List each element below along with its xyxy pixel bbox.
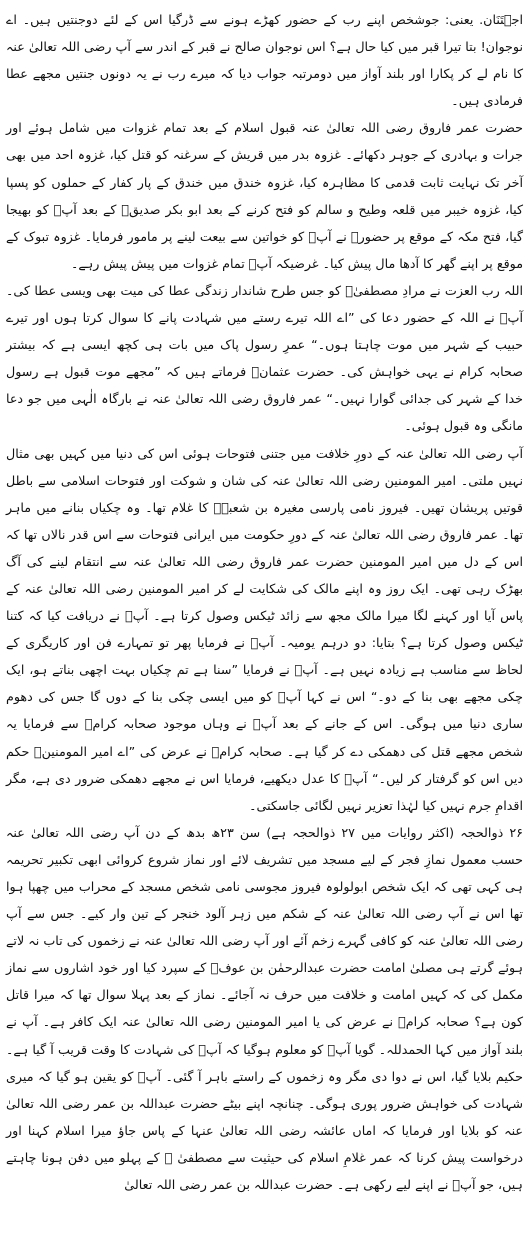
paragraph-battles: حضرت عمر فاروق رضی اللہ تعالیٰ عنہ قبول اسلام کے بعد تمام غزوات میں شامل ہوئے اور جرات و بہادری کے جوہر دکھائے۔ غزوہ بدر میں قریش کے سرغنہ کو قتل کیا، غزوہ احد میں بھی آخر تک نہایت ثابت قدمی کا مظاہرہ کیا، غزوہ خندق میں خندق کے پار کفار کے حملوں کو پسپا کیا، غزوہ خیبر میں قلعہ وطیح و سالم کو فتح کرنے کے بعد ابو بکر صدیقؓ کے بعد آپؓ کو بھیجا گیا، فتح مکہ کے موقع پر حضورﷺ نے آپؓ کو خواتین سے بیعت لینے پر مامور فرمایا۔ غزوہ تبوک کے موقع پر اپنے گھر کا آدھا مال پیش کیا۔ غرضیکہ آپؓ تمام غزوات میں پیش پیش رہے۔ bbox=[6, 120, 523, 271]
paragraph-grave-youth: اجۡتَنَان. یعنی: جوشخص اپنے رب کے حضور کھڑے ہونے سے ڈرگیا اس کے لئے دوجنتیں ہیں۔ اے نوجوان! بتا تیرا قبر میں کیا حال ہے؟ اس نوجوان صالح نے قبر کے اندر سے آپ رضی اللہ تعالیٰ عنہ کا نام لے کر پکارا اور بلند آواز میں دومرتبہ جواب دیا کہ میرے رب نے یہ دونوں جنتیں مجھے عطا فرمادی ہیں۔ bbox=[6, 12, 523, 109]
paragraph-conquests-and-threat: آپ رضی اللہ تعالیٰ عنہ کے دورِ خلافت میں جتنی فتوحات ہوئی اس کی دنیا میں کہیں بھی مثال نہیں ملتی۔ امیر المومنین رضی اللہ تعالیٰ عنہ کی شان و شوکت اور فتوحات اسلامی سے باطل قوتیں پریشان تھیں۔ فیروز نامی پارسی مغیرہ بن شعبہؓ کا غلام تھا۔ وہ چکیاں بنانے میں ماہر تھا۔ عمر فاروق رضی اللہ تعالیٰ عنہ کے دورِ حکومت میں ایرانی فتوحات سے اس قدر نالاں تھا کہ اس کے دل میں امیر المومنین حضرت عمر فاروق رضی اللہ تعالیٰ عنہ سے انتقام لینے کی آگ بھڑک رہی تھی۔ ایک روز وہ اپنے مالک کی شکایت لے کر امیر المومنین رضی اللہ تعالیٰ عنہ کے پاس آیا اور کہنے لگا میرا مالک مجھ سے زائد ٹیکس وصول کرتا ہے۔ آپؓ نے دریافت کیا کہ کتنا ٹیکس وصول کرتا ہے؟ بتایا: دو درہم یومیہ۔ آپؓ نے فرمایا پھر تو تمہارے فن اور کاریگری کے لحاظ سے مناسب ہے زیادہ نہیں ہے۔ آپؓ نے فرمایا ”سنا ہے تم چکیاں بہت اچھی بناتے ہو، ایک چکی مجھے بھی بنا کے دو۔“ اس نے کہا آپؓ کو میں ایسی چکی بنا کے دوں گا جس کی دھوم ساری دنیا میں ہوگی۔ اس کے جانے کے بعد آپؓ نے وہاں موجود صحابہ کرامؓ سے فرمایا یہ شخص مجھے قتل کی دھمکی دے کر گیا ہے۔ صحابہ کرامؓ نے عرض کی ”اے امیر المومنینؓ حکم دیں اس کو گرفتار کر لیں۔“ آپؓ کا عدل دیکھیے، فرمایا اس نے مجھے دھمکی ضرور دی ہے، مگر اقدامِ جرم نہیں کیا لہٰذا تعزیر نہیں لگائی جاسکتی۔ bbox=[6, 445, 523, 813]
paragraph-assassination: ۲۶ ذوالحجہ (اکثر روایات میں ۲۷ ذوالحجہ ہے) سن ۲۳ھ بدھ کے دن آپ رضی اللہ تعالیٰ عنہ حسب معمول نمازِ فجر کے لیے مسجد میں تشریف لائے اور نماز شروع کروائی ابھی تکبیر تحریمہ ہی کہی تھی کہ ایک شخص ابولولوہ فیروز مجوسی نامی شخص مسجد کے محراب میں چھپا ہوا تھا اس نے آپ رضی اللہ تعالیٰ عنہ کے شکم میں زہر آلود خنجر کے تین وار کیے۔ جس سے آپ رضی اللہ تعالیٰ عنہ کو کافی گہرے زخم آئے اور آپ رضی اللہ تعالیٰ عنہ نے زخموں کی تاب نہ لاتے ہوئے گرتے ہی مصلیٰ امامت حضرت عبدالرحمٰن بن عوفؓ کے سپرد کیا اور خود اشاروں سے نماز مکمل کی کہ کہیں امامت و خلافت میں حرف نہ آجائے۔ نماز کے بعد پہلا سوال تھا کہ میرا قاتل کون ہے؟ صحابہ کرامؓ نے عرض کی یا امیر المومنین رضی اللہ تعالیٰ عنہ ایک کافر ہے۔ آپ نے بلند آواز میں کہا الحمدللہ۔ گویا آپؓ کو معلوم ہوگیا کہ آپؓ کی شہادت کا وقت قریب آ گیا ہے۔ حکیم بلایا گیا، اس نے دوا دی مگر وہ زخموں کے راستے باہر آ گئی۔ آپؓ کو یقین ہو گیا کہ میری شہادت کی خواہش ضرور پوری ہوگی۔ چنانچہ اپنے بیٹے حضرت عبداللہ بن عمر رضی اللہ تعالیٰ عنہ کو بلایا اور فرمایا کہ اماں عائشہ رضی اللہ تعالیٰ عنہا کے پاس جاؤ میرا اسلام کہنا اور درخواست پیش کرنا کہ عمر غلامِ اسلام کی حیثیت سے مصطفیٰ ﷺ کے پہلو میں دفن ہونا چاہتے ہیں، جو آپؓ نے اپنے لیے رکھی ہے۔ حضرت عبداللہ بن عمر رضی اللہ تعالیٰ bbox=[6, 824, 523, 1193]
paragraph-martyrdom-prayer: اللہ رب العزت نے مرادِ مصطفیٰؐ کو جس طرح شاندار زندگی عطا کی میت بھی ویسی عطا کی۔ آپؓ نے اللہ کے حضور دعا کی ”اے اللہ تیرے رستے میں شہادت پانے کا سوال کرتا ہوں اور تیرے حبیب کے شہر میں موت چاہتا ہوں۔“ عمرِ رسول پاک میں بات ہی کچھ ایسی ہے کہ بیشتر صحابہ کرام نے یہی خواہش کی۔ حضرت عثمانؓ فرماتے ہیں کہ ”مجھے موت قبول ہے رسول خدا کے شہر کی جدائی گوارا نہیں۔“ عمر فاروق رضی اللہ تعالیٰ عنہ نے بارگاہ الٰہی میں جو دعا مانگی وہ قبول ہوئی۔ bbox=[6, 282, 523, 434]
